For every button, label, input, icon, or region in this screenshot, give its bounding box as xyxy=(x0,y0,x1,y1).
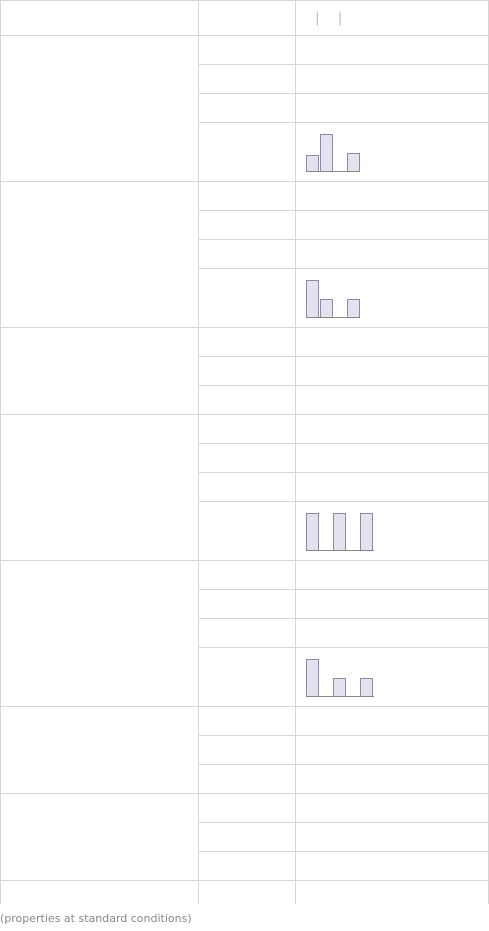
value-cell xyxy=(306,246,315,263)
row-divider xyxy=(199,93,489,94)
value-cell xyxy=(306,596,315,613)
histogram-bar xyxy=(333,678,346,697)
phase-separator: | xyxy=(337,10,343,26)
histogram-bar xyxy=(306,155,319,172)
value-cell xyxy=(306,71,315,88)
row-divider xyxy=(0,414,489,415)
value-cell xyxy=(306,42,309,59)
distribution-histogram xyxy=(306,132,368,172)
value-cell xyxy=(306,742,315,759)
row-divider xyxy=(199,268,489,269)
header-phase-filter xyxy=(306,10,351,26)
value-cell xyxy=(306,800,309,817)
distribution-histogram xyxy=(306,278,368,318)
row-divider xyxy=(199,64,489,65)
row-divider xyxy=(199,647,489,648)
column-divider xyxy=(0,0,1,904)
row-divider xyxy=(0,0,489,1)
column-divider xyxy=(198,0,199,904)
row-divider xyxy=(199,851,489,852)
value-cell xyxy=(306,450,315,467)
distribution-histogram xyxy=(306,511,381,551)
value-cell xyxy=(306,625,315,642)
row-divider xyxy=(0,706,489,707)
value-cell xyxy=(306,858,315,875)
histogram-bar xyxy=(347,299,360,318)
value-cell xyxy=(306,829,315,846)
distribution-histogram xyxy=(306,657,381,697)
value-cell xyxy=(306,334,309,351)
histogram-bar xyxy=(347,153,360,172)
row-divider xyxy=(0,793,489,794)
row-divider xyxy=(0,35,489,36)
value-cell xyxy=(306,217,315,234)
row-divider xyxy=(199,472,489,473)
row-divider xyxy=(0,327,489,328)
value-cell xyxy=(306,392,315,409)
row-divider xyxy=(199,443,489,444)
value-cell xyxy=(306,100,315,117)
value-cell xyxy=(306,771,315,788)
histogram-bar xyxy=(306,513,319,551)
phase-separator: | xyxy=(315,10,320,26)
histogram-bar xyxy=(306,659,319,697)
histogram-bar xyxy=(360,513,373,551)
row-divider xyxy=(0,880,489,881)
column-divider xyxy=(295,0,296,904)
row-divider xyxy=(199,356,489,357)
row-divider xyxy=(199,735,489,736)
row-divider xyxy=(0,560,489,561)
value-cell xyxy=(306,421,309,438)
footer-note: (properties at standard conditions) xyxy=(0,912,192,925)
value-cell xyxy=(306,363,315,380)
row-divider xyxy=(199,239,489,240)
row-divider xyxy=(199,618,489,619)
histogram-axis xyxy=(306,317,360,318)
row-divider xyxy=(199,589,489,590)
histogram-bar xyxy=(320,299,333,318)
histogram-bar xyxy=(360,678,373,697)
row-divider xyxy=(199,210,489,211)
row-divider xyxy=(199,122,489,123)
row-divider xyxy=(0,181,489,182)
row-divider xyxy=(199,822,489,823)
row-divider xyxy=(199,764,489,765)
histogram-axis xyxy=(306,550,374,551)
row-divider xyxy=(199,501,489,502)
value-cell xyxy=(306,188,309,205)
histogram-axis xyxy=(306,696,374,697)
row-divider xyxy=(199,385,489,386)
histogram-axis xyxy=(306,171,360,172)
value-cell xyxy=(306,567,309,584)
histogram-bar xyxy=(320,134,333,172)
histogram-bar xyxy=(333,513,346,551)
value-cell xyxy=(306,713,309,730)
histogram-bar xyxy=(306,280,319,318)
value-cell xyxy=(306,479,315,496)
